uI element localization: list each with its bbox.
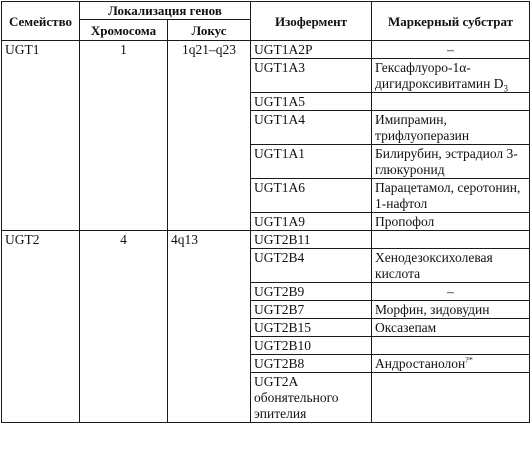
isoform-cell: UGT1A9: [251, 213, 372, 231]
table-body: [2, 41, 530, 423]
isoform-cell: UGT2B4: [251, 249, 372, 283]
header-chromosome: Хромосома: [80, 20, 168, 41]
substrate-cell: Имипрамин, трифлуоперазин: [372, 111, 530, 145]
header-gene-localization: Локализация генов: [80, 2, 251, 20]
isoform-cell: UGT2A обонятельного эпителия: [251, 373, 372, 423]
isoform-cell: UGT2B7: [251, 301, 372, 319]
substrate-cell: Билирубин, эстрадиол 3-глюкуронид: [372, 145, 530, 179]
substrate-cell: Пропофол: [372, 213, 530, 231]
header-substrate: Маркерный субстрат: [372, 2, 530, 41]
header-locus: Локус: [168, 20, 251, 41]
substrate-subscript: 3: [503, 83, 508, 93]
isoform-cell: UGT1A2P: [251, 41, 372, 59]
substrate-cell: [372, 355, 530, 373]
substrate-cell: [372, 93, 530, 111]
ugt-isoenzyme-table: [1, 1, 530, 423]
isoform-cell: UGT1A4: [251, 111, 372, 145]
table-row: [2, 231, 530, 249]
isoform-cell: UGT1A5: [251, 93, 372, 111]
isoform-cell: UGT2B9: [251, 283, 372, 301]
substrate-cell: [372, 373, 530, 423]
isoform-cell: UGT1A6: [251, 179, 372, 213]
substrate-cell: Хенодезоксихолевая кислота: [372, 249, 530, 283]
table-header: [2, 2, 530, 41]
substrate-cell: [372, 337, 530, 355]
isoform-cell: UGT2B10: [251, 337, 372, 355]
isoform-cell: UGT2B8: [251, 355, 372, 373]
substrate-superscript: ?*: [465, 355, 473, 365]
substrate-cell: –: [372, 41, 530, 59]
isoform-cell: UGT1A1: [251, 145, 372, 179]
chromosome-cell: 1: [80, 41, 168, 231]
header-family: Семейство: [2, 2, 80, 41]
isoform-cell: UGT2B11: [251, 231, 372, 249]
isoform-cell: UGT1A3: [251, 59, 372, 93]
locus-cell: 1q21–q23: [168, 41, 251, 231]
header-isoform: Изофермент: [251, 2, 372, 41]
table-row: [2, 41, 530, 59]
chromosome-cell: 4: [80, 231, 168, 423]
substrate-cell: [372, 59, 530, 93]
substrate-text: Гексафлуоро-1α-дигидроксивитамин D: [375, 60, 504, 91]
substrate-cell: –: [372, 283, 530, 301]
isoform-cell: UGT2B15: [251, 319, 372, 337]
substrate-cell: [372, 231, 530, 249]
family-cell: UGT1: [2, 41, 80, 231]
family-cell: UGT2: [2, 231, 80, 423]
substrate-text: Андростанолон: [375, 356, 466, 371]
substrate-cell: Парацетамол, серотонин, 1-нафтол: [372, 179, 530, 213]
substrate-cell: Оксазепам: [372, 319, 530, 337]
locus-cell: 4q13: [168, 231, 251, 423]
substrate-cell: Морфин, зидовудин: [372, 301, 530, 319]
